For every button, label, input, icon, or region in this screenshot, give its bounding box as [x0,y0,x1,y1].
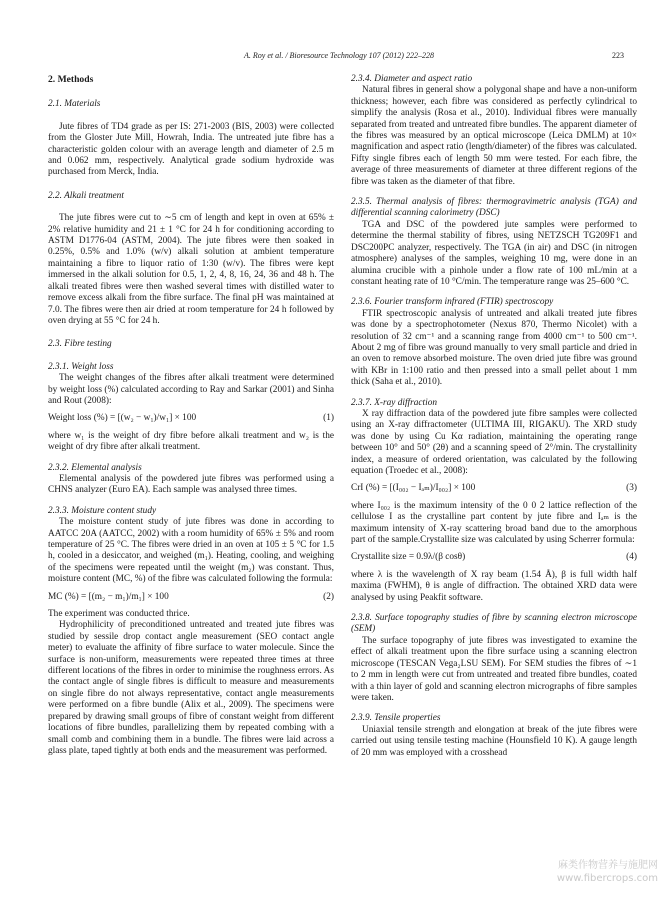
equation-3-body: CrI (%) = [(I₀₀₂ − Iₐₘ)/I₀₀₂] × 100 [351,483,476,494]
watermark [557,859,658,885]
equation-3-number: (3) [626,483,637,494]
paragraph-xrd: X ray diffraction data of the powdered jute fibre samples were collected using an X-ray diffractometer (ULTIMA III, RIGAKU). The XRD study was done by using Cu Kα radiation, maintaining the operating range between 10° and 50° (2θ) and a scanning speed of 2°/min. The crystallinity index, a measure of ordered orientation, was calculated by the following equation (Troedec et al., 2008): [351,408,637,476]
paragraph-alkali: The jute fibres were cut to ∼5 cm of length and kept in oven at 65% ± 2% relative humidity and 21 ± 1 °C for 24 h for conditioning according to ASTM D1776-04 (ASTM, 2004). The jute fibres were then soaked in 0.25%, 0.5% and 1.0% (w/v) alkali solution at ambient temperature maintaining a fibre to liquor ratio of 1:30 (w/v). The fibres were kept immersed in the alkali solution for 0.5, 1, 2, 4, 8, 16, 24, 36 and 48 h. The alkali treated fibres were then washed several times with distilled water to remove excess alkali from the fibre surface. The final pH was maintained at 7.0. The fibres were then air dried at room temperature for 24 h followed by oven drying at 55 °C for 24 h. [48,213,334,326]
subsection-title-xrd: 2.3.7. X-ray diffraction [351,397,437,408]
equation-1 [48,413,334,424]
section-title-methods: 2. Methods [48,74,94,85]
left-column [48,74,334,757]
subsection-title-elemental: 2.3.2. Elemental analysis [48,462,142,473]
equation-2-body: MC (%) = [(m₂ − m₁)/m₁] × 100 [48,591,169,602]
subsection-title-tensile: 2.3.9. Tensile properties [351,713,441,724]
paragraph-elemental: Elemental analysis of the powdered jute fibres was performed using a CHNS analyzer (Euro EA). Each sample was analysed three times. [48,473,334,496]
paragraph-moisture: The moisture content study of jute fibres was done in according to AATCC 20A (AATCC, 2002) with a room humidity of 65% ± 5% and room temperature of 25 °C. The fibres were dried in an oven at 105 ± 5 °C for 1.5 h, cooled in a desiccator, and weighed (m₁). Heating, cooling, and weighing of the specimens were repeated until the weight (m₂) was constant. Thus, moisture content (MC, %) of the fibre was calculated following the formula: [48,517,334,585]
equation-4-number: (4) [626,552,637,563]
equation-3 [351,483,637,494]
paragraph-weight-loss: The weight changes of the fibres after alkali treatment were determined by weight loss (%) calculated according to Ray and Sarkar (2001) and Sinha and Rout (2008): [48,373,334,406]
subsection-title-moisture: 2.3.3. Moisture content study [48,505,157,516]
paragraph-diameter: Natural fibres in general show a polygonal shape and have a non-uniform thickness; however, each fibre was considered as perfectly cylindrical to simplify the analysis (Rosa et al., 2010). Individual fibres were manually separated from treated and untreated fibre bundles. The apparent diameter of the fibres was measured by an optical microscope (Leica DMLM) at 10× magnification and aspect ratio (length/diameter) of the fibres was calculated. Fifty single fibres each of length 50 mm were tested. For each fibre, the average of three measurements of diameter at three different regions of the fibre was taken as the diameter of that fibre. [351,85,637,187]
subsection-title-alkali: 2.2. Alkali treatment [48,190,124,201]
watermark-line-1: 麻类作物营养与施肥网 [558,860,658,871]
paragraph-sem: The surface topography of jute fibres was investigated to examine the effect of alkali treatment upon the fibre surface using a scanning electron microscope (TESCAN Vega₂LSU SEM). For SEM studies the fibres of ∼1 to 2 mm in length were cut from untreated and treated fibre bundles, coated with a thin layer of gold and scanning electron micrographs of fibre samples were taken. [351,635,637,703]
paragraph-materials: Jute fibres of TD4 grade as per IS: 271-2003 (BIS, 2003) were collected from the Gloster Jute Mill, Howrah, India. The untreated jute fibre has a characteristic golden colour with an average length and diameter of 2.5 m and 0.062 mm, respectively. Analytical grade sodium hydroxide was purchased from Merck, India. [48,121,334,178]
paragraph-xrd-after: where I₀₀₂ is the maximum intensity of the 0 0 2 lattice reflection of the cellulose I as the crystalline part content by jute fibre and Iₐₘ is the maximum intensity of X-ray scattering broad band due to the amorphous part of the sample.Crystallite size was calculated by using Scherrer formula: [351,500,637,546]
paragraph-weight-loss-after: where w₁ is the weight of dry fibre before alkali treatment and w₂ is the weight of dry fibre after alkali treatment. [48,430,334,453]
right-column [351,74,637,759]
subsection-title-weight-loss: 2.3.1. Weight loss [48,361,114,372]
subsection-title-sem: 2.3.8. Surface topography studies of fibre by scanning electron microscope (SEM) [351,613,637,635]
page-number: 223 [612,51,624,60]
subsection-title-diameter: 2.3.4. Diameter and aspect ratio [351,74,473,84]
equation-2 [48,592,334,603]
paragraph-tensile: Uniaxial tensile strength and elongation at break of the jute fibres were carried out using tensile testing machine (Hounsfield 10 K). A gauge length of 20 mm was employed with a crosshead [351,724,637,758]
paragraph-thermal: TGA and DSC of the powdered jute samples were performed to determine the thermal stability of fibres, using NETZSCH TG209F1 and DSC200PC analyzer, respectively. The TGA (in air) and DSC (in nitrogen atmosphere) analyses of the samples, weighing 10 mg, were done in an alumina crucible with a pinhole under a flow rate of 100 mL/min at a constant heating rate of 10 °C/min. The temperature range was 25–600 °C. [351,219,637,287]
equation-1-number: (1) [323,413,334,424]
paragraph-hydrophilicity: Hydrophilicity of preconditioned untreated and treated jute fibres was studied by sessile drop contact angle measurement (SEO contact angle meter) to evaluate the affinity of fibre surface to water molecule. Since the surface is non-uniform, measurements were repeated three times at three different locations of the fibres in order to minimise the roughness errors. As the contact angle of single fibres is difficult to measure and measurements on single fibre do not always representative, contact angle measurements were performed on a fibre bundle (Alix et al., 2009). The specimens were prepared by drawing small groups of fibre of constant weight from different locations of fibre bundles, parallelizing them by repeated combing with a small comb and combining them in a bundle. The fibres were laid across a glass plate, taped tightly at both ends and the measurement was performed. [48,620,334,756]
equation-4 [351,552,637,563]
equation-4-body: Crystallite size = 0.9λ/(β cosθ) [351,552,466,563]
subsection-title-fibre-testing: 2.3. Fibre testing [48,339,112,350]
paragraph-xrd-after2: where λ is the wavelength of X ray beam (1.54 Å), β is full width half maxima (FWHM), θ is angle of diffraction. The obtained XRD data were analysed by using Peakfit software. [351,569,637,603]
paragraph-ftir: FTIR spectroscopic analysis of untreated and alkali treated jute fibres was done by a spectrophotometer (Nexus 870, Thermo Nicolet) with a resolution of 32 cm⁻¹ and a scanning range from 4000 cm⁻¹ to 500 cm⁻¹. About 2 mg of fibre was ground manually to very small particle and dried in an oven to remove absorbed moisture. The oven dried jute fibre was ground with KBr in 1:100 ratio and then pressed into a small pellet about 1 mm thick (Saha et al., 2010). [351,308,637,388]
watermark-line-2: www.fibercrops.com [556,873,658,884]
journal-citation: A. Roy et al. / Bioresource Technology 107 (2012) 222–228 [244,51,434,60]
subsection-title-materials: 2.1. Materials [48,99,101,110]
equation-2-number: (2) [323,591,334,602]
equation-1-body: Weight loss (%) = [(w₂ − w₁)/w₁] × 100 [48,413,197,424]
paragraph-experiment-note: The experiment was conducted thrice. [48,609,190,620]
subsection-title-ftir: 2.3.6. Fourier transform infrared (FTIR) spectroscopy [351,297,554,308]
subsection-title-thermal: 2.3.5. Thermal analysis of fibres: thermogravimetric analysis (TGA) and differential scanning calorimetry (DSC) [351,197,637,219]
running-header [48,51,624,65]
